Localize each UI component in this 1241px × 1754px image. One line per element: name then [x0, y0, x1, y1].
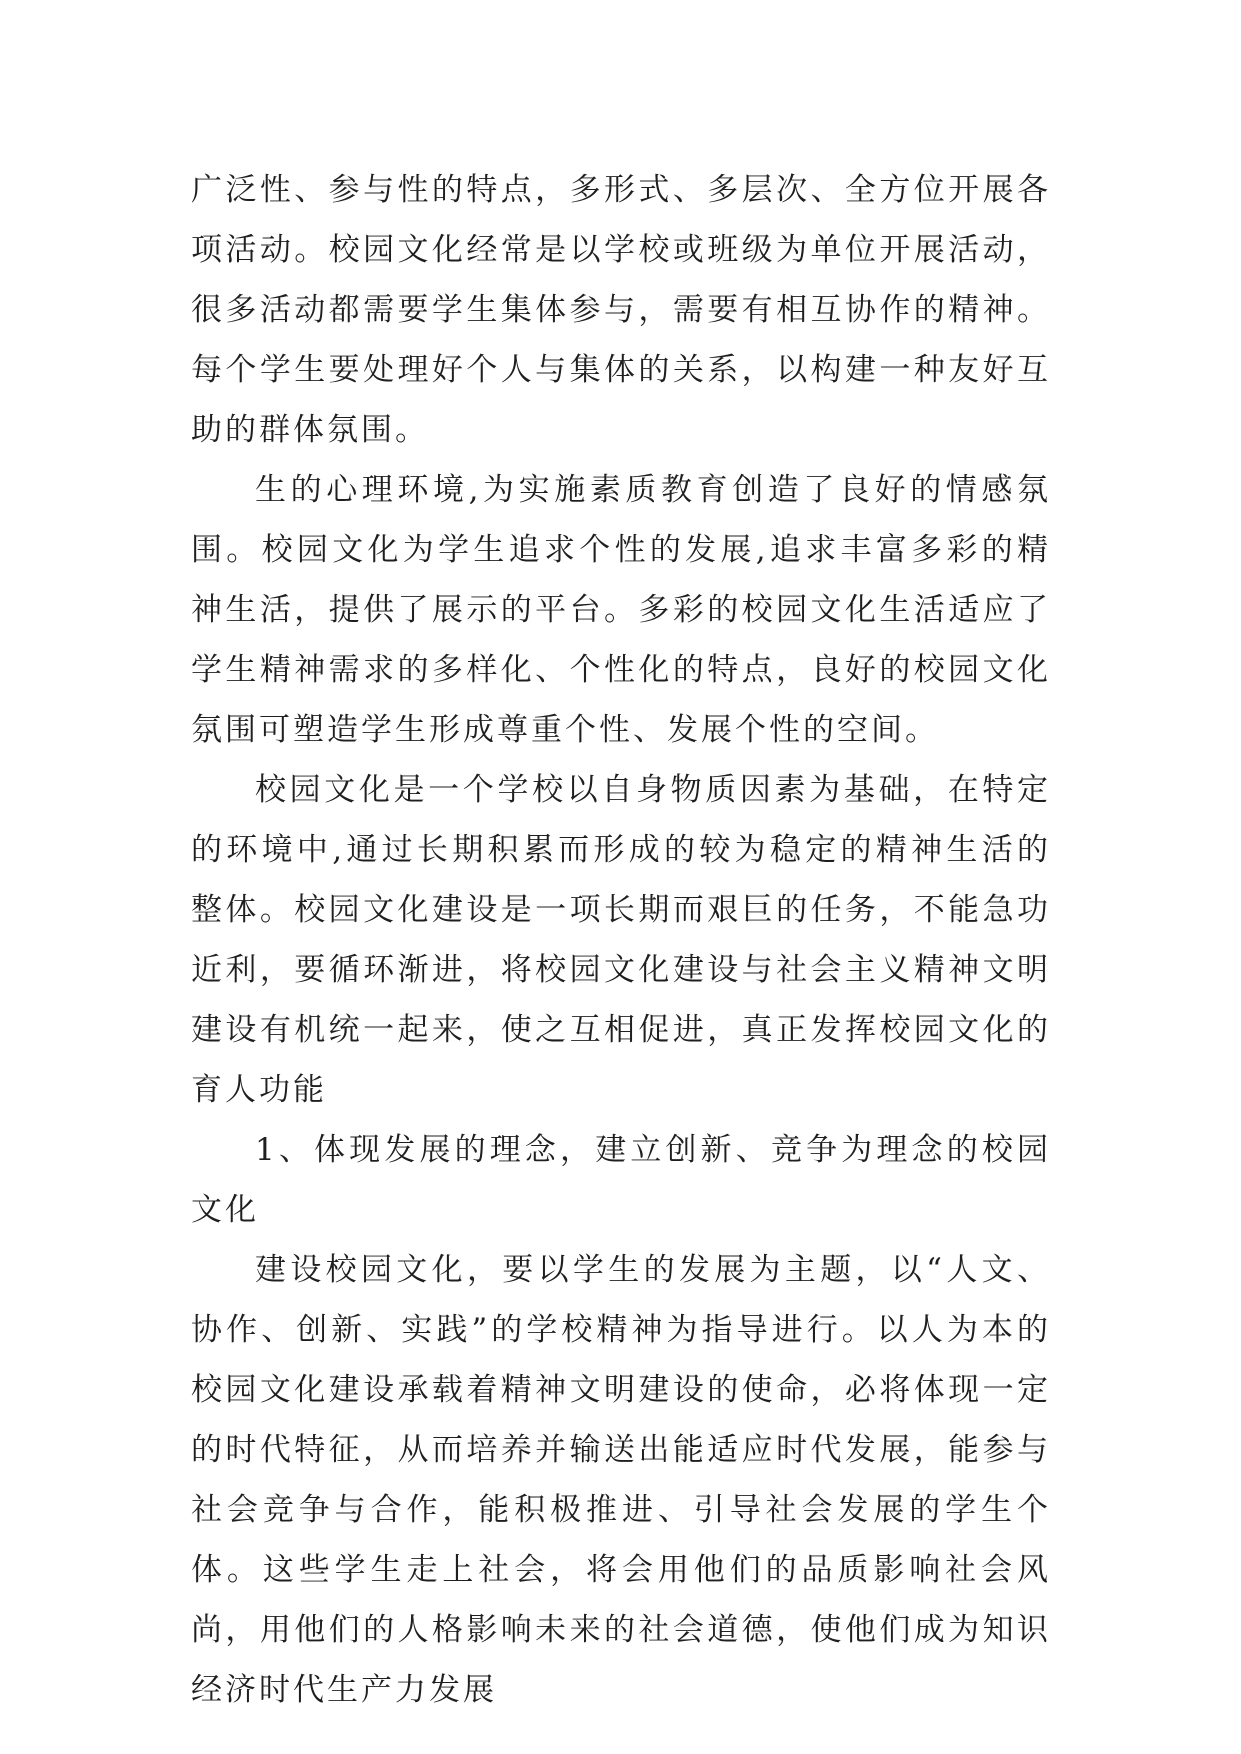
paragraph-2: 生的心理环境,为实施素质教育创造了良好的情感氛围。校园文化为学生追求个性的发展,追求丰富多彩的精神生活，提供了展示的平台。多彩的校园文化生活适应了学生精神需求的多样化、个性化的特点，良好的校园文化氛围可塑造学生形成尊重个性、发展个性的空间。 [191, 472, 1051, 748]
paragraph-5: 建设校园文化，要以学生的发展为主题，以“人文、协作、创新、实践”的学校精神为指导进行。以人为本的校园文化建设承载着精神文明建设的使命，必将体现一定的时代特征，从而培养并输送出能适应时代发展，能参与社会竞争与合作，能积极推进、引导社会发展的学生个体。这些学生走上社会，将会用他们的品质影响社会风尚，用他们的人格影响未来的社会道德，使他们成为知识经济时代生产力发展 [191, 1252, 1051, 1708]
section-heading-1: 1、体现发展的理念，建立创新、竞争为理念的校园文化 [191, 1132, 1051, 1228]
body-text [191, 160, 1051, 1720]
paragraph-1: 广泛性、参与性的特点，多形式、多层次、全方位开展各项活动。校园文化经常是以学校或班级为单位开展活动，很多活动都需要学生集体参与，需要有相互协作的精神。每个学生要处理好个人与集体的关系，以构建一种友好互助的群体氛围。 [191, 172, 1051, 448]
paragraph-3: 校园文化是一个学校以自身物质因素为基础，在特定的环境中,通过长期积累而形成的较为稳定的精神生活的整体。校园文化建设是一项长期而艰巨的任务，不能急功近利，要循环渐进，将校园文化建设与社会主义精神文明建设有机统一起来，使之互相促进，真正发挥校园文化的育人功能 [191, 772, 1051, 1108]
